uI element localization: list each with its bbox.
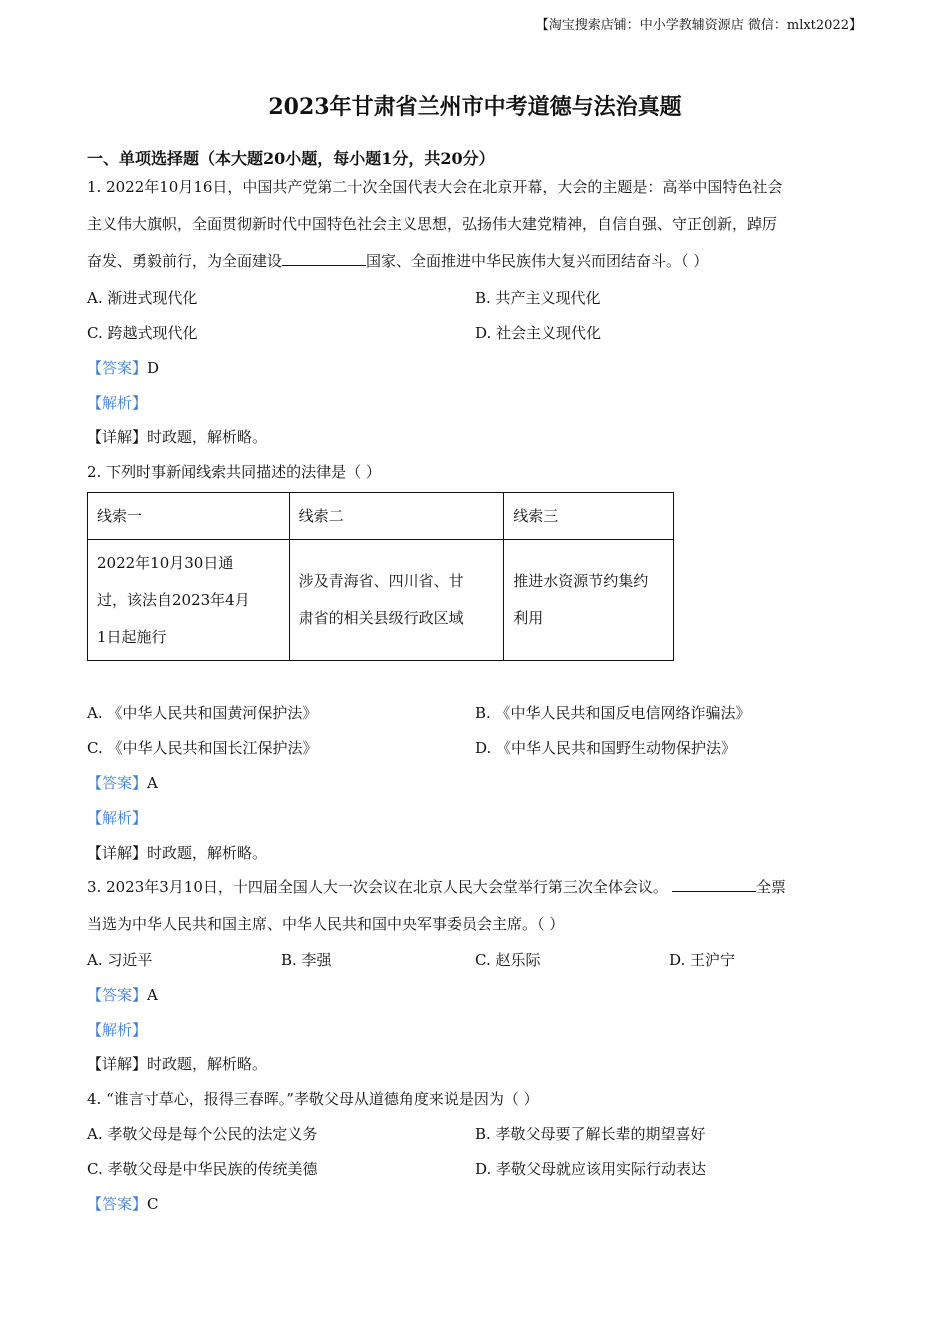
q2-detail: 【详解】时政题，解析略。 (87, 844, 268, 862)
q4-option-a: A. 孝敬父母是每个公民的法定义务 (87, 1125, 318, 1143)
q1-detail: 【详解】时政题，解析略。 (87, 428, 268, 446)
fill-blank (672, 877, 756, 892)
q3-answer: 【答案】A (87, 986, 158, 1004)
page-title: 2023年甘肃省兰州市中考道德与法治真题 (268, 94, 682, 120)
q1-answer: 【答案】D (87, 359, 160, 377)
q4-option-d: D. 孝敬父母就应该用实际行动表达 (475, 1160, 707, 1178)
q3-option-c: C. 赵乐际 (475, 951, 541, 969)
q3-stem-line1: 3. 2023年3月10日，十四届全国人大一次会议在北京人民大会堂举行第三次全体会议。 全票 (87, 878, 786, 896)
table-cell: 推进水资源节约集约 利用 (504, 540, 674, 661)
q3-option-a: A. 习近平 (87, 951, 153, 969)
q3-option-b: B. 李强 (281, 951, 332, 969)
q1-stem-line3: 奋发、勇毅前行，为全面建设 国家、全面推进中华民族伟大复兴而团结奋斗。（ ） (87, 252, 709, 270)
q1-option-d: D. 社会主义现代化 (475, 324, 602, 342)
q2-option-c: C. 《中华人民共和国长江保护法》 (87, 739, 318, 757)
q2-answer: 【答案】A (87, 774, 158, 792)
q4-answer: 【答案】C (87, 1195, 159, 1213)
q3-option-d: D. 王沪宁 (669, 951, 736, 969)
q2-analysis-tag: 【解析】 (87, 809, 148, 827)
q3-stem-line2: 当选为中华人民共和国主席、中华人民共和国中央军事委员会主席。（ ） (87, 915, 565, 933)
fill-blank (282, 251, 366, 266)
table-cell: 2022年10月30日通 过，该法自2023年4月 1日起施行 (88, 540, 290, 661)
q2-stem: 2. 下列时事新闻线索共同描述的法律是（ ） (87, 463, 381, 481)
clue-table (87, 492, 674, 661)
table-header: 线索三 (504, 493, 674, 540)
q4-option-c: C. 孝敬父母是中华民族的传统美德 (87, 1160, 318, 1178)
q4-stem: 4. “谁言寸草心，报得三春晖。”孝敬父母从道德角度来说是因为（ ） (87, 1090, 539, 1108)
q2-option-d: D. 《中华人民共和国野生动物保护法》 (475, 739, 737, 757)
section-heading: 一、单项选择题（本大题20小题，每小题1分，共20分） (87, 149, 495, 168)
q1-option-a: A. 渐进式现代化 (87, 289, 198, 307)
q4-option-b: B. 孝敬父母要了解长辈的期望喜好 (475, 1125, 706, 1143)
q1-option-b: B. 共产主义现代化 (475, 289, 601, 307)
q1-stem-line2: 主义伟大旗帜，全面贯彻新时代中国特色社会主义思想，弘扬伟大建党精神，自信自强、守正创新，踔厉 (87, 215, 778, 233)
table-header: 线索二 (289, 493, 504, 540)
q1-analysis-tag: 【解析】 (87, 394, 148, 412)
header-note: 【淘宝搜索店铺：中小学教辅资源店 微信：mlxt2022】 (535, 18, 862, 33)
q2-option-a: A. 《中华人民共和国黄河保护法》 (87, 704, 318, 722)
table-header: 线索一 (88, 493, 290, 540)
q3-detail: 【详解】时政题，解析略。 (87, 1055, 268, 1073)
q1-stem-line1: 1. 2022年10月16日，中国共产党第二十次全国代表大会在北京开幕，大会的主题是：高举中国特色社会 (87, 178, 783, 196)
q1-option-c: C. 跨越式现代化 (87, 324, 198, 342)
table-cell: 涉及青海省、四川省、甘 肃省的相关县级行政区域 (289, 540, 504, 661)
q2-option-b: B. 《中华人民共和国反电信网络诈骗法》 (475, 704, 751, 722)
q3-analysis-tag: 【解析】 (87, 1021, 148, 1039)
